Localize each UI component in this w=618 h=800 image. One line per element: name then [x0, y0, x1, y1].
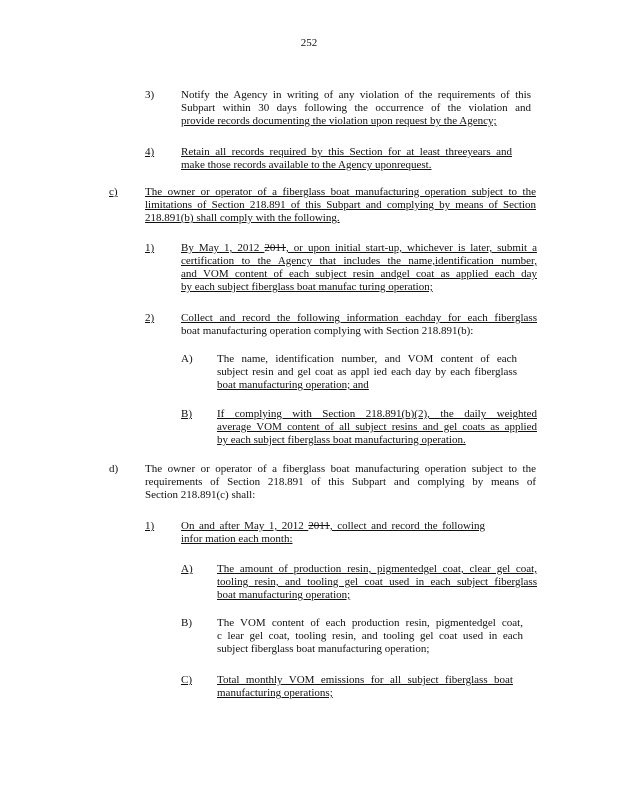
text-segment: By May 1, 2012 [181, 242, 265, 254]
item-label: B) [181, 408, 192, 420]
text-segment: make those records available to the Agency uponrequest. [181, 159, 432, 171]
item-label: B) [181, 617, 192, 629]
text-line [217, 630, 523, 643]
text-segment: Total monthly VOM emissions for all subject fiberglass boat [217, 674, 513, 686]
item-text [181, 312, 537, 338]
text-line [145, 463, 536, 476]
text-segment: subject resin and gel coat as appl ied each day by each fiberglass [217, 366, 517, 378]
text-segment: by each subject fiberglass boat manufacturing operation. [217, 434, 466, 446]
text-segment: infor mation each month: [181, 533, 293, 545]
text-segment: Retain all records required by this Section for at least threeyears and [181, 146, 512, 158]
text-segment: 218.891(b) shall comply with the following. [145, 212, 340, 224]
text-segment: boat manufacturing operation; [217, 589, 351, 601]
struck-text: 2011 [264, 242, 286, 254]
item-label: 2) [145, 312, 155, 324]
item-text [181, 242, 537, 294]
text-line [217, 408, 537, 421]
item-text [181, 146, 512, 172]
text-segment: The name, identification number, and VOM content of each [217, 353, 517, 365]
text-line [181, 281, 537, 294]
text-line [181, 312, 537, 325]
text-segment: Subpart within 30 days following the occurrence of the violation and [181, 102, 531, 114]
text-line [217, 563, 537, 576]
text-line [217, 643, 523, 656]
text-line [217, 421, 537, 434]
text-line [181, 533, 485, 546]
text-segment: limitations of Section 218.891 of this Subpart and complying by means of Section [145, 199, 536, 211]
item-label: 1) [145, 520, 155, 532]
item-label: 3) [145, 89, 155, 101]
item-label: d) [109, 463, 119, 475]
text-segment: by each subject fiberglass boat manufac turing operation; [181, 281, 433, 293]
text-line [181, 268, 537, 281]
item-text [217, 563, 537, 602]
text-line [145, 186, 536, 199]
item-text [217, 674, 513, 700]
text-segment: The VOM content of each production resin, pigmentedgel coat, [217, 617, 523, 629]
text-line [181, 159, 512, 172]
item-label: A) [181, 353, 193, 365]
text-segment: provide records documenting the violation upon request by the Agency; [181, 115, 497, 127]
item-text [217, 353, 517, 392]
item-label: c) [109, 186, 118, 198]
text-segment: On and after May 1, 2012 [181, 520, 309, 532]
item-label: 1) [145, 242, 155, 254]
item-text [181, 89, 531, 128]
text-segment: average VOM content of all subject resins and gel coats as applied [217, 421, 537, 433]
text-line [217, 366, 517, 379]
text-segment: c lear gel coat, tooling resin, and tooling gel coat used in each [217, 630, 523, 642]
text-segment: , collect and record the following [329, 520, 485, 532]
text-line [217, 589, 537, 602]
item-label: 4) [145, 146, 155, 158]
item-label: C) [181, 674, 192, 686]
item-text [145, 186, 536, 225]
text-line [181, 255, 537, 268]
text-segment: boat manufacturing operation complying with Section 218.891(b): [181, 325, 474, 337]
text-segment: subject fiberglass boat manufacturing operation; [217, 643, 430, 655]
text-line [217, 617, 523, 630]
item-text [181, 520, 485, 546]
text-line [145, 489, 536, 502]
text-line [217, 379, 517, 392]
text-segment: Collect and record the following information eachday for each fiberglass [181, 312, 537, 324]
text-line [217, 674, 513, 687]
text-segment: manufacturing operations; [217, 687, 333, 699]
text-line [217, 353, 517, 366]
text-segment: Section 218.891(c) shall: [145, 489, 256, 501]
text-segment: requirements of Section 218.891 of this Subpart and complying by means of [145, 476, 536, 488]
text-line [217, 576, 537, 589]
text-segment: and VOM content of each subject resin andgel coat as applied each day [181, 268, 537, 280]
item-text [217, 408, 537, 447]
text-line [181, 325, 537, 338]
text-segment: The owner or operator of a fiberglass boat manufacturing operation subject to the [145, 186, 536, 198]
item-label: A) [181, 563, 193, 575]
text-line [217, 434, 537, 447]
text-segment: The amount of production resin, pigmentedgel coat, clear gel coat, [217, 563, 537, 575]
text-segment: tooling resin, and tooling gel coat used in each subject fiberglass [217, 576, 537, 588]
text-line [181, 115, 531, 128]
item-text [145, 463, 536, 502]
text-line [145, 476, 536, 489]
text-segment: , or upon initial start-up, whichever is later, submit a [285, 242, 537, 254]
text-segment: boat manufacturing operation; and [217, 379, 369, 391]
text-segment: certification to the Agency that includes the name,identification number, [181, 255, 537, 267]
text-line [145, 212, 536, 225]
text-line [181, 102, 531, 115]
text-segment: If complying with Section 218.891(b)(2), the daily weighted [217, 408, 537, 420]
text-line [181, 89, 531, 102]
text-line [145, 199, 536, 212]
item-text [217, 617, 523, 656]
text-line [181, 520, 485, 533]
text-line [181, 146, 512, 159]
text-segment: The owner or operator of a fiberglass boat manufacturing operation subject to the [145, 463, 536, 475]
page-number: 252 [300, 37, 318, 49]
text-segment: Notify the Agency in writing of any violation of the requirements of this [181, 89, 531, 101]
struck-text: 2011 [308, 520, 330, 532]
text-line [181, 242, 537, 255]
text-line [217, 687, 513, 700]
